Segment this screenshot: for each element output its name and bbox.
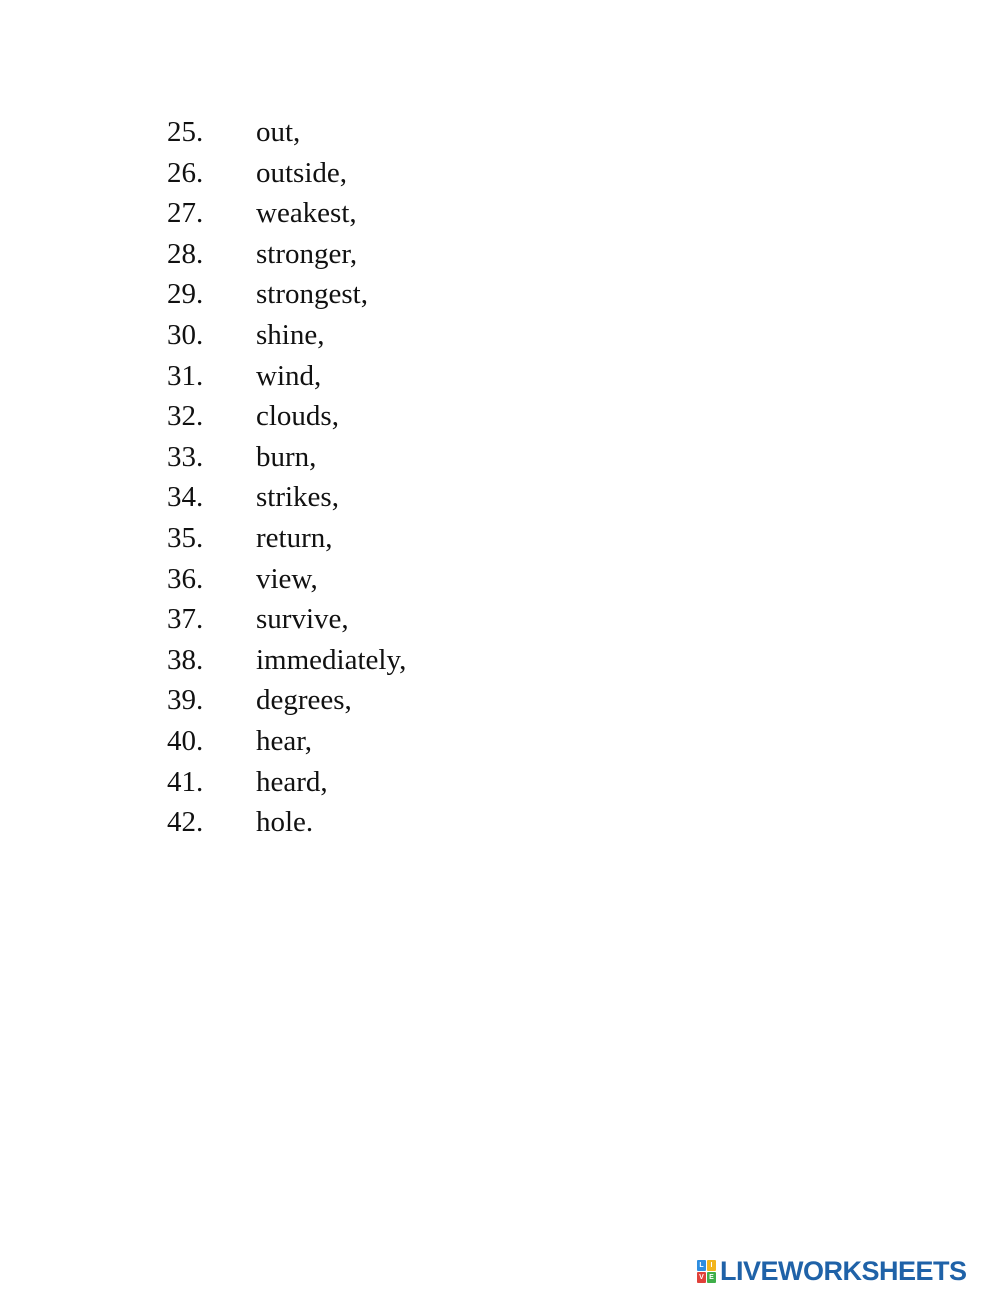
list-item: [0, 477, 1000, 518]
item-number: 31.: [167, 359, 204, 392]
list-item: [0, 234, 1000, 275]
item-number: 29.: [167, 278, 204, 311]
logo-tile-i: I: [707, 1260, 716, 1271]
item-word: hole.: [256, 806, 314, 839]
item-number: 40.: [167, 724, 204, 757]
item-word: hear,: [256, 724, 312, 757]
item-number: 38.: [167, 643, 204, 676]
item-word: heard,: [256, 765, 328, 798]
item-word: strongest,: [256, 278, 368, 311]
list-item: [0, 599, 1000, 640]
item-number: 26.: [167, 156, 204, 189]
item-number: 41.: [167, 765, 204, 798]
liveworksheets-logo-icon: [697, 1260, 716, 1283]
item-number: 34.: [167, 481, 204, 514]
item-number: 37.: [167, 603, 204, 636]
item-word: shine,: [256, 318, 325, 351]
item-word: weakest,: [256, 197, 357, 230]
logo-tile-v: V: [697, 1272, 706, 1283]
item-number: 35.: [167, 521, 204, 554]
list-item: [0, 721, 1000, 762]
item-word: return,: [256, 521, 333, 554]
list-item: [0, 153, 1000, 194]
list-item: [0, 762, 1000, 803]
item-number: 42.: [167, 806, 204, 839]
item-number: 28.: [167, 237, 204, 270]
item-word: wind,: [256, 359, 322, 392]
logo-tile-e: E: [707, 1272, 716, 1283]
list-item: [0, 437, 1000, 478]
list-item: [0, 559, 1000, 600]
list-item: [0, 274, 1000, 315]
item-word: immediately,: [256, 643, 407, 676]
item-word: strikes,: [256, 481, 339, 514]
item-word: burn,: [256, 440, 317, 473]
word-list: [0, 112, 1000, 843]
list-item: [0, 640, 1000, 681]
item-number: 36.: [167, 562, 204, 595]
list-item: [0, 315, 1000, 356]
item-number: 32.: [167, 400, 204, 433]
item-number: 33.: [167, 440, 204, 473]
item-word: view,: [256, 562, 318, 595]
brand-name: LIVEWORKSHEETS: [720, 1255, 967, 1286]
item-word: stronger,: [256, 237, 358, 270]
list-item: [0, 802, 1000, 843]
list-item: [0, 193, 1000, 234]
logo-tile-l: L: [697, 1260, 706, 1271]
list-item: [0, 680, 1000, 721]
list-item: [0, 112, 1000, 153]
item-word: survive,: [256, 603, 349, 636]
list-item: [0, 396, 1000, 437]
item-word: degrees,: [256, 684, 352, 717]
item-number: 25.: [167, 116, 204, 148]
item-word: out,: [256, 116, 301, 148]
item-word: outside,: [256, 156, 348, 189]
item-number: 27.: [167, 197, 204, 230]
list-item: [0, 518, 1000, 559]
liveworksheets-brand: [697, 1256, 967, 1286]
item-number: 39.: [167, 684, 204, 717]
item-number: 30.: [167, 318, 204, 351]
list-item: [0, 356, 1000, 397]
item-word: clouds,: [256, 400, 339, 433]
